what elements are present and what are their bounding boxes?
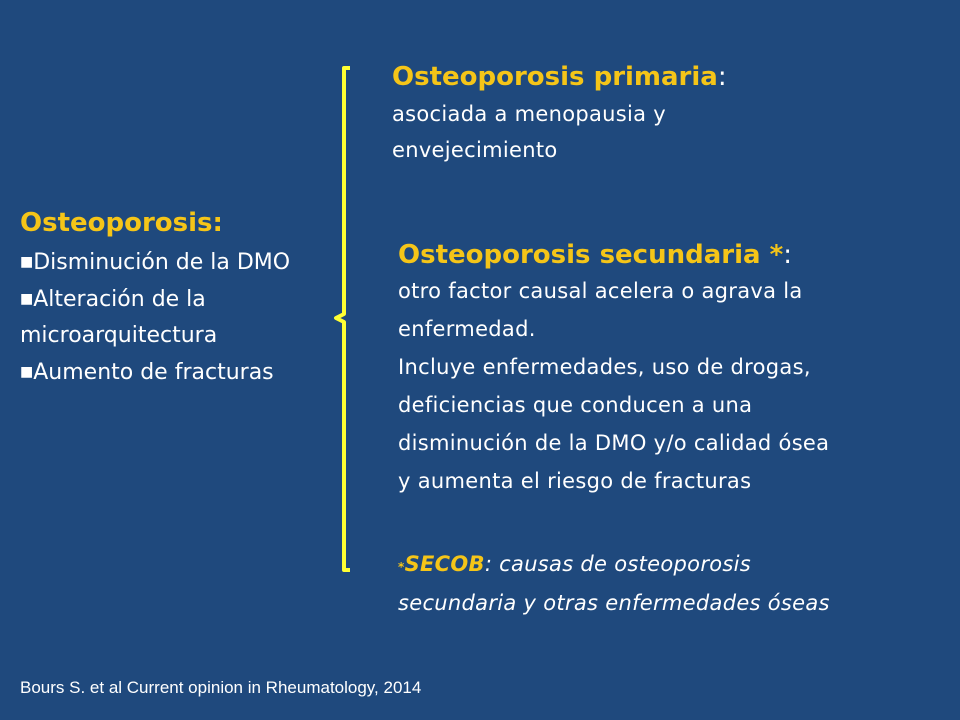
primary-osteoporosis: Osteoporosis primaria: asociada a menopausia y envejecimiento: [392, 62, 932, 168]
square-bullet-icon: ■: [20, 291, 34, 307]
characteristics-list: [20, 244, 320, 391]
secondary-description: otro factor causal acelera o agrava la enfermedad. Incluye enfermedades, uso de drogas, deficiencias que conducen a una disminución de la DMO y/o calidad ósea y aumenta el riesgo de fracturas: [398, 279, 830, 493]
citation: Bours S. et al Current opinion in Rheumatology, 2014: [20, 678, 422, 697]
square-bullet-icon: ■: [20, 364, 34, 380]
secob-footnote: *SECOB: causas de osteoporosis secundaria y otras enfermedades óseas: [398, 552, 830, 615]
primary-title: Osteoporosis primaria: [392, 62, 718, 92]
primary-description: asociada a menopausia y envejecimiento: [392, 102, 667, 162]
secondary-title: Osteoporosis secundaria *: [398, 240, 784, 270]
osteoporosis-title: Osteoporosis:: [20, 208, 223, 238]
list-item: ■Aumento de fracturas: [20, 360, 274, 385]
secob-label: SECOB: [404, 552, 485, 576]
list-item: ■Disminución de la DMO: [20, 250, 291, 275]
list-item: ■Alteración de la microarquitectura: [20, 287, 218, 348]
curly-brace-icon: [330, 64, 360, 576]
secondary-osteoporosis: Osteoporosis secundaria *: otro factor causal acelera o agrava la enfermedad. Incluye enfermedades, uso de drogas, deficiencias que conducen a una disminución de la DMO y/o calidad ósea y aumenta el riesgo de fracturas: [398, 240, 938, 500]
osteoporosis-definition: [20, 208, 320, 391]
square-bullet-icon: ■: [20, 254, 34, 270]
